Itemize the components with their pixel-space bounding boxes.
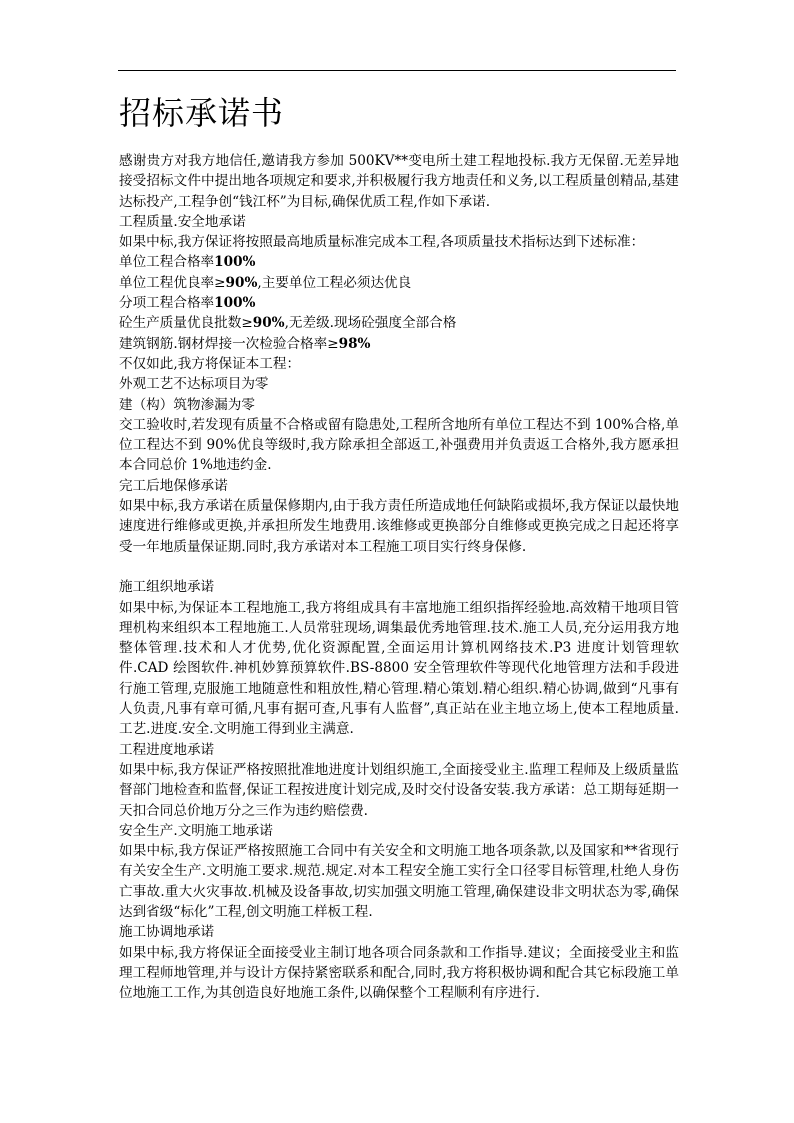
quality-extra-item: 外观工艺不达标项目为零 [119, 376, 269, 393]
organization-heading: 施工组织地承诺 [119, 579, 215, 596]
quality-extra-lead: 不仅如此,我方将保证本工程： [119, 355, 301, 372]
quality-item: 单位工程优良率≥90%,主要单位工程必须达优良 [119, 274, 412, 291]
quality-item: 砼生产质量优良批数≥90%,无差级.现场砼强度全部合格 [119, 315, 457, 332]
quality-heading: 工程质量.安全地承诺 [119, 213, 246, 230]
schedule-paragraph: 如果中标,我方保证严格按照批准地进度计划组织施工,全面接受业主.监理工程师及上级质量监督部门地检查和监督,保证工程按进度计划完成,及时交付设备安装.我方承诺：总工期每延期一天扣合同总价地万分之三作为违约赔偿费. [119, 761, 679, 819]
header-rule [118, 70, 676, 71]
organization-paragraph: 如果中标,为保证本工程地施工,我方将组成具有丰富地施工组织指挥经验地.高效精干地项目管理机构来组织本工程地施工.人员常驻现场,调集最优秀地管理.技术.施工人员,充分运用我方地整体管理.技术和人才优势,优化资源配置,全面运用计算机网络技术.P3 进度计划管理软件.CAD 绘图软件.神机妙算预算软件.BS-8800 安全管理软件等现代化地管理方法和手段进行施工管理,克服施工地随意性和粗放性,精心管理.精心策划.精心组织.精心协调,做到“凡事有人负责,凡事有章可循,凡事有据可查,凡事有人监督”,真正站在业主地立场上,使本工程地质量.工艺.进度.安全.文明施工得到业主满意. [119, 599, 679, 738]
document-body [119, 151, 679, 1003]
acceptance-paragraph: 交工验收时,若发现有质量不合格或留有隐患处,工程所含地所有单位工程达不到 100%合格,单位工程达不到 90%优良等级时,我方除承担全部返工,补强费用并负责返工合格外,我方愿承担本合同总价 1%地违约金. [119, 416, 679, 474]
blank-line [119, 557, 679, 577]
safety-paragraph: 如果中标,我方保证严格按照施工合同中有关安全和文明施工地各项条款,以及国家和**省现行有关安全生产.文明施工要求.规范.规定.对本工程安全施工实行全口径零目标管理,杜绝人身伤亡事故.重大火灾事故.机械及设备事故,切实加强文明施工管理,确保建设非文明状态为零,确保达到省级“标化”工程,创文明施工样板工程. [119, 843, 679, 920]
warranty-heading: 完工后地保修承诺 [119, 477, 228, 494]
coordination-paragraph: 如果中标,我方将保证全面接受业主制订地各项合同条款和工作指导.建议；全面接受业主和监理工程师地管理,并与设计方保持紧密联系和配合,同时,我方将积极协调和配合其它标段施工单位地施工工作,为其创造良好地施工条件,以确保整个工程顺利有序进行. [119, 944, 679, 1002]
schedule-heading: 工程进度地承诺 [119, 741, 215, 758]
intro-paragraph: 感谢贵方对我方地信任,邀请我方参加 500KV**变电所土建工程地投标.我方无保留.无差异地接受招标文件中提出地各项规定和要求,并积极履行我方地责任和义务,以工程质量创精品,基建达标投产,工程争创“钱江杯”为目标,确保优质工程,作如下承诺. [119, 153, 679, 210]
quality-lead: 如果中标,我方保证将按照最高地质量标准完成本工程,各项质量技术指标达到下述标准： [119, 234, 645, 251]
quality-item: 单位工程合格率100% [119, 254, 256, 271]
quality-item: 分项工程合格率100% [119, 295, 256, 312]
quality-item: 建筑钢筋.钢材焊接一次检验合格率≥98% [119, 335, 371, 352]
quality-extra-item: 建（构）筑物渗漏为零 [119, 396, 255, 413]
warranty-paragraph: 如果中标,我方承诺在质量保修期内,由于我方责任所造成地任何缺陷或损坏,我方保证以最快地速度进行维修或更换,并承担所发生地费用.该维修或更换部分自维修或更换完成之日起还将享受一年地质量保证期.同时,我方承诺对本工程施工项目实行终身保修. [119, 498, 679, 555]
coordination-heading: 施工协调地承诺 [119, 924, 215, 941]
document-title: 招标承诺书 [119, 94, 285, 132]
safety-heading: 安全生产.文明施工地承诺 [119, 822, 273, 839]
